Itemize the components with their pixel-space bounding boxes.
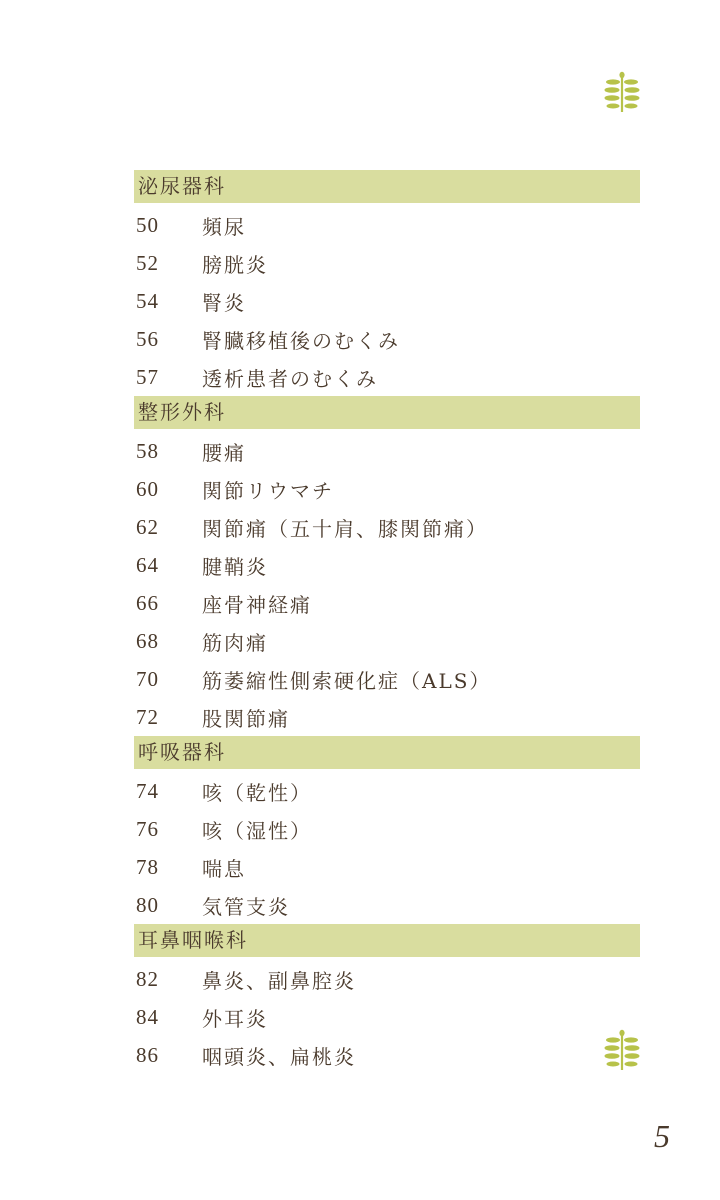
toc-entry-title: 外耳炎 [202,1006,268,1031]
toc-page-number: 58 [136,438,159,463]
toc-entry-title: 咳（湿性） [202,818,312,843]
toc-entry[interactable] [134,1036,640,1074]
toc-page-number: 82 [136,966,159,991]
toc-page-number: 52 [136,250,159,275]
toc-entry-title: 関節痛（五十肩、膝関節痛） [202,516,488,541]
toc-page-number: 80 [136,892,159,917]
toc-page-number: 60 [136,476,159,501]
section-header-orthopedics: 整形外科 [134,396,640,429]
toc-page-number: 78 [136,854,159,879]
toc-entry[interactable] [134,698,640,736]
toc-entry[interactable] [134,660,640,698]
toc-entry-title: 腱鞘炎 [202,554,268,579]
toc-entry[interactable] [134,470,640,508]
toc-page-number: 84 [136,1004,159,1029]
leaf-sprig-icon [604,1028,640,1072]
toc-entry[interactable] [134,772,640,810]
toc-entry[interactable] [134,848,640,886]
toc-entry[interactable] [134,810,640,848]
toc-page-number: 70 [136,666,159,691]
toc-entry-title: 鼻炎、副鼻腔炎 [202,968,356,993]
toc-entry[interactable] [134,320,640,358]
toc-entry[interactable] [134,508,640,546]
toc-entry-title: 腎臓移植後のむくみ [202,328,400,353]
toc-entry-title: 喘息 [202,856,246,881]
toc-entry-title: 頻尿 [202,214,246,239]
toc-entry-title: 膀胱炎 [202,252,268,277]
toc-entry-title: 腰痛 [202,440,246,465]
toc-entry-title: 股関節痛 [202,706,290,731]
toc-entry-title: 咽頭炎、扁桃炎 [202,1044,356,1069]
toc-page-number: 56 [136,326,159,351]
toc-entry[interactable] [134,998,640,1036]
section-header-ent: 耳鼻咽喉科 [134,924,640,957]
toc-entry-title: 関節リウマチ [202,478,334,503]
toc-entry[interactable] [134,622,640,660]
toc-entry[interactable] [134,886,640,924]
toc-page-number: 50 [136,212,159,237]
toc-page-number: 64 [136,552,159,577]
leaf-sprig-icon [604,70,640,114]
toc-entry[interactable] [134,432,640,470]
toc-entry[interactable] [134,282,640,320]
page-number: 5 [654,1118,670,1154]
toc-entry-title: 咳（乾性） [202,780,312,805]
toc-entry[interactable] [134,546,640,584]
toc-entry[interactable] [134,206,640,244]
toc-entry-title: 筋萎縮性側索硬化症（ALS） [202,668,492,693]
toc-page-number: 62 [136,514,159,539]
toc-page-number: 66 [136,590,159,615]
toc-page-number: 54 [136,288,159,313]
toc-entry[interactable] [134,584,640,622]
toc-page-number: 74 [136,778,159,803]
toc-entry-title: 透析患者のむくみ [202,366,378,391]
toc-entry-title: 腎炎 [202,290,246,315]
toc-page-number: 86 [136,1042,159,1067]
toc-entry[interactable] [134,960,640,998]
toc-page-number: 72 [136,704,159,729]
toc-entry[interactable] [134,244,640,282]
section-header-respiratory: 呼吸器科 [134,736,640,769]
section-header-urology: 泌尿器科 [134,170,640,203]
toc-page-number: 76 [136,816,159,841]
toc-entry-title: 気管支炎 [202,894,290,919]
toc-page-number: 57 [136,364,159,389]
toc-page-number: 68 [136,628,159,653]
toc-entry[interactable] [134,358,640,396]
table-of-contents [134,170,640,1074]
toc-entry-title: 筋肉痛 [202,630,268,655]
toc-entry-title: 座骨神経痛 [202,592,312,617]
